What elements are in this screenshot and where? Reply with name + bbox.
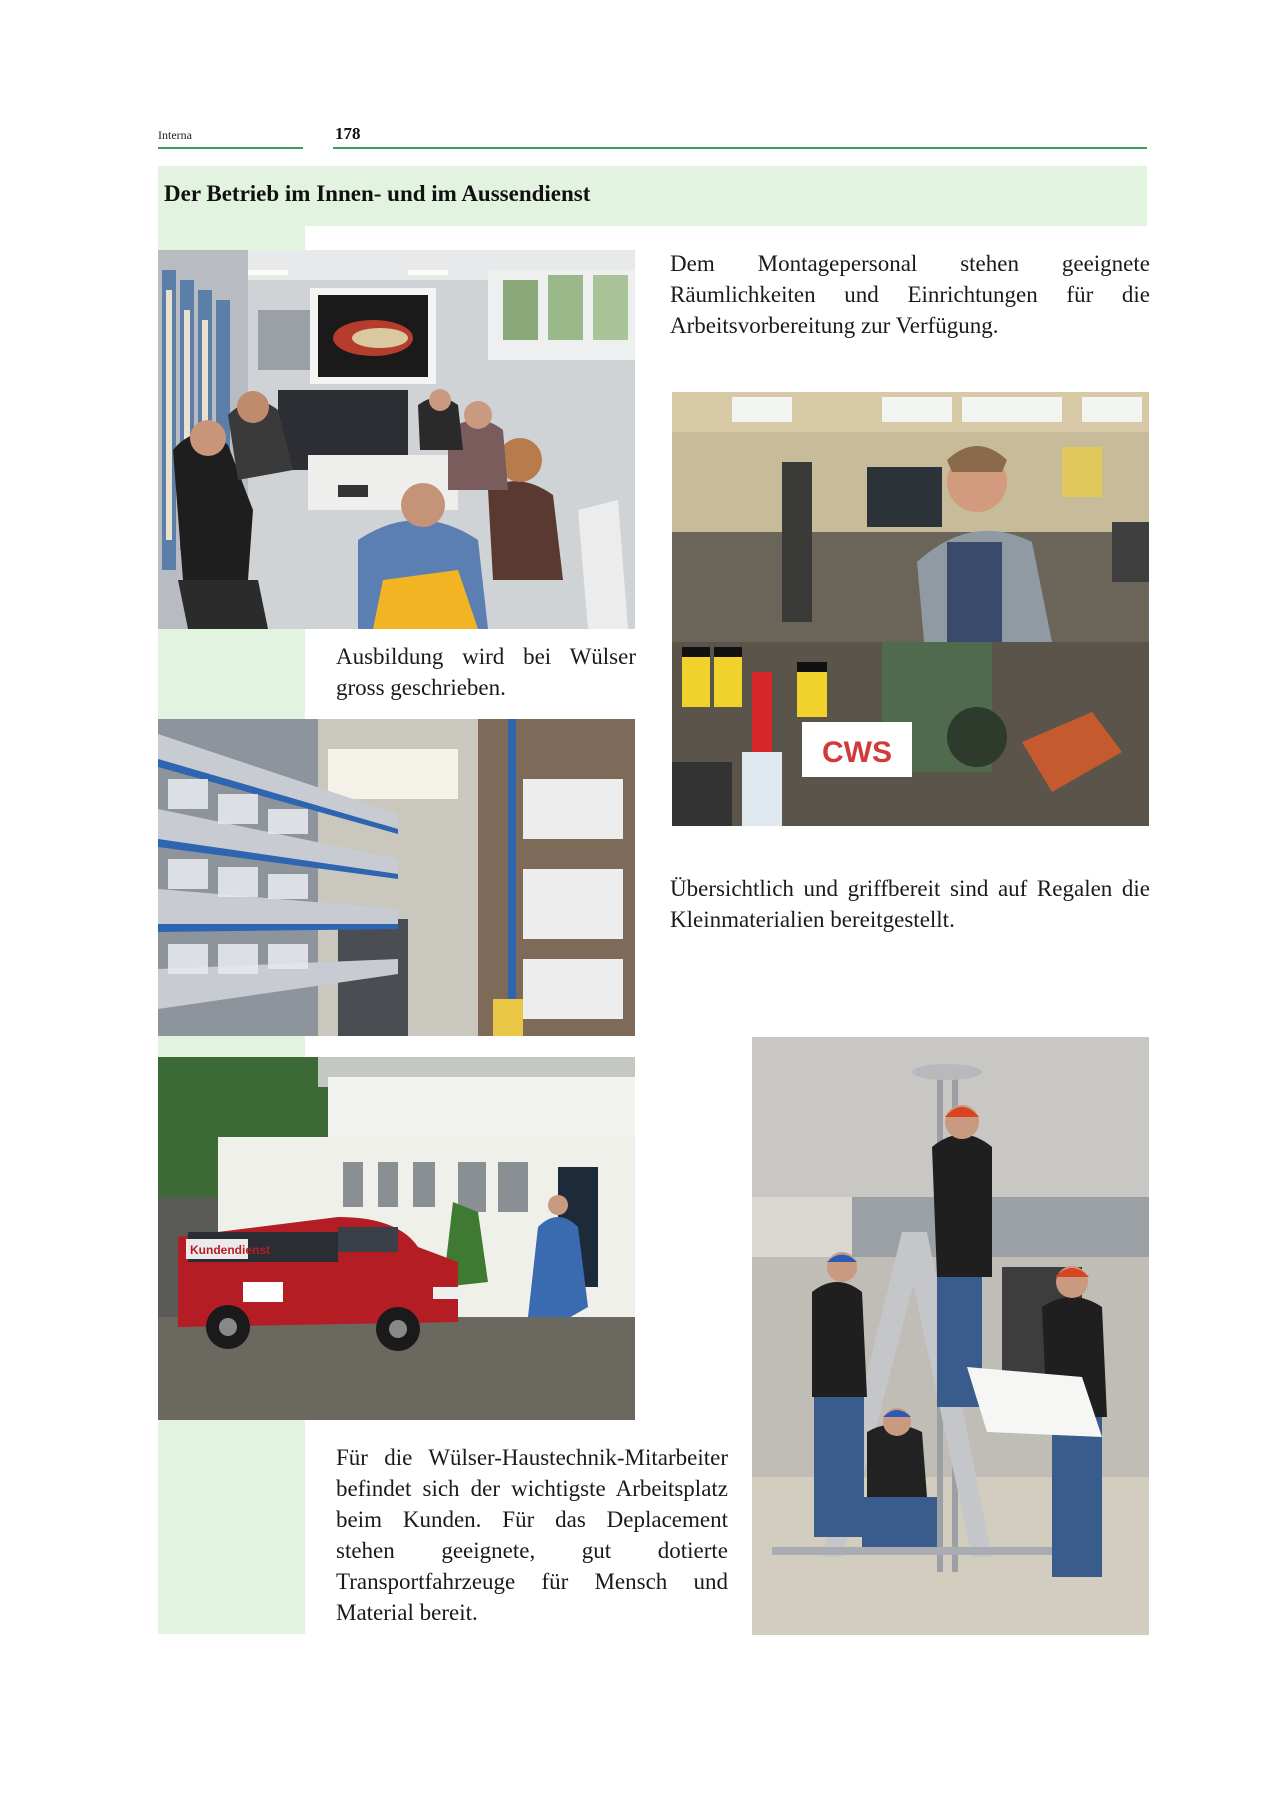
page-title: Der Betrieb im Innen- und im Aussendienst	[164, 181, 591, 206]
caption-storage: Übersichtlich und griffbereit sind auf Regalen die Kleinmaterialien bereitgestellt.	[670, 876, 1150, 932]
service-van-photo	[158, 1057, 635, 1420]
storage-shelves-photo	[158, 719, 635, 1036]
header-rule-left	[158, 147, 303, 149]
training-room-photo	[158, 250, 635, 629]
header-rule-right	[333, 147, 1147, 149]
caption-training: Ausbildung wird bei Wülser gross geschrieben.	[336, 644, 636, 700]
section-label: Interna	[158, 128, 192, 142]
page-number: 178	[335, 124, 361, 143]
van-side-label: Kundendienst	[190, 1243, 270, 1257]
workbench-box-label: CWS	[822, 736, 892, 769]
caption-workshop: Dem Montagepersonal stehen geeignete Räumlichkeiten und Einrichtungen für die Arbeitsvorbereitung zur Verfügung.	[670, 251, 1150, 338]
caption-vehicles: Für die Wülser-Haustechnik-Mitarbeiter befindet sich der wichtigste Arbeitsplatz beim Kunden. Für das Deplacement stehen geeignete, gut dotierte Transportfahrzeuge für Mensch und Material bereit.	[336, 1445, 728, 1625]
workshop-photo	[672, 392, 1149, 826]
installation-team-photo	[752, 1037, 1149, 1635]
